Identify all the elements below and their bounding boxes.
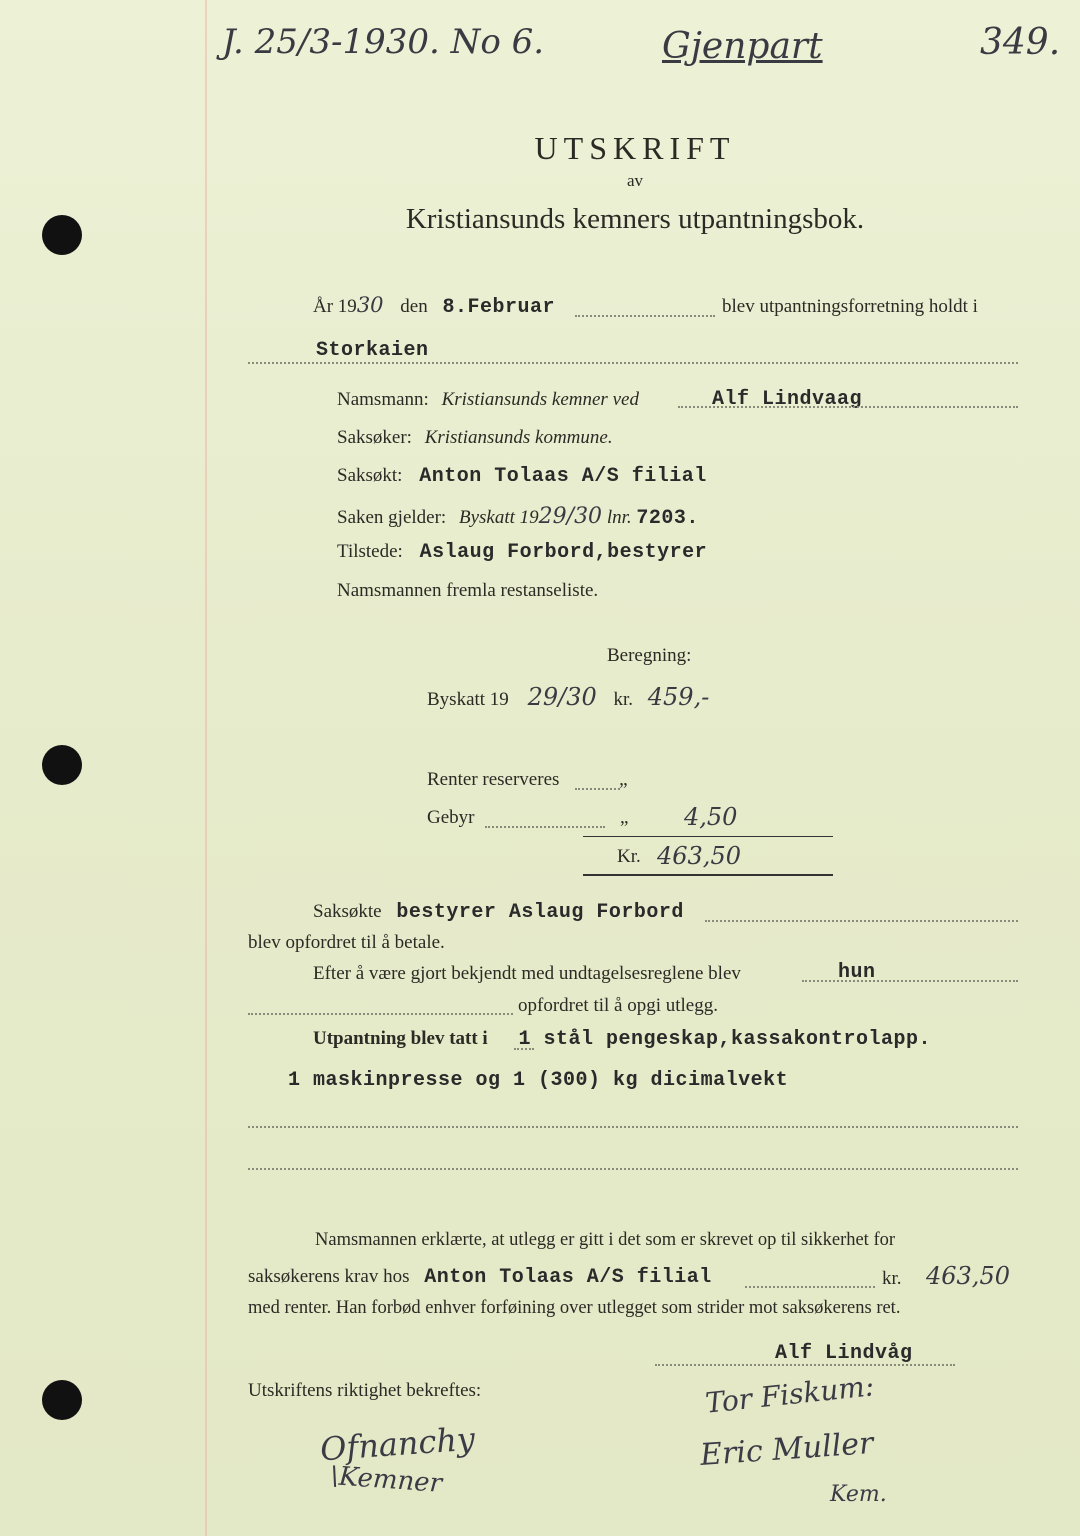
saken-label: Saken gjelder:	[337, 507, 447, 528]
efter-value: hun	[838, 961, 876, 984]
saken-year: 29/30	[538, 504, 603, 529]
signature-right-line-1: Tor Fiskum:	[703, 1369, 876, 1420]
dotted-leader	[248, 362, 1018, 364]
declaration-line-3: med renter. Han forbød enhver forføining over utlegget som strider mot saksøkerens ret.	[248, 1298, 901, 1318]
gebyr-label: Gebyr	[427, 807, 475, 828]
sum-rule	[583, 836, 833, 837]
dotted-leader	[248, 1013, 513, 1015]
year-label: År 19	[313, 296, 357, 317]
declaration-debtor: Anton Tolaas A/S filial	[424, 1266, 712, 1289]
signature-left-title: \Kemner	[329, 1461, 444, 1499]
saken-row	[337, 504, 699, 530]
dotted-leader	[485, 826, 605, 828]
utpantning-label: Utpantning blev tatt i	[313, 1028, 488, 1049]
tilstede-label: Tilstede:	[337, 541, 403, 562]
byskatt-amount: 459,-	[647, 683, 710, 711]
byskatt-label: Byskatt 19	[427, 689, 509, 710]
dotted-leader	[705, 920, 1018, 922]
den-label: den	[400, 296, 428, 317]
dotted-leader	[248, 1126, 1018, 1128]
saksokt-label: Saksøkt:	[337, 465, 403, 486]
byskatt-kr: kr.	[613, 689, 634, 710]
dotted-leader	[745, 1286, 875, 1288]
saksoker-row	[337, 427, 613, 449]
dotted-leader	[575, 315, 715, 317]
signature-left: Ofnanchy	[318, 1419, 477, 1469]
saksokte-label: Saksøkte	[313, 901, 382, 922]
dotted-leader	[802, 980, 1018, 982]
renter-label: Renter reserveres	[427, 769, 560, 790]
dotted-leader	[575, 788, 620, 790]
saksokte-value: bestyrer Aslaug Forbord	[396, 901, 684, 924]
page-number: 349.	[980, 22, 1061, 63]
document-subtitle: Kristiansunds kemners utpantningsbok.	[405, 203, 865, 235]
gebyr-amount: 4,50	[684, 803, 738, 831]
beregning-heading: Beregning:	[607, 645, 692, 666]
utpantning-row	[313, 1028, 931, 1051]
bekreftes-text: Utskriftens riktighet bekreftes:	[248, 1380, 482, 1401]
intro-line	[313, 293, 555, 319]
dotted-leader	[678, 406, 1018, 408]
dotted-leader	[514, 1048, 534, 1050]
namsmann-row	[337, 389, 639, 411]
gebyr-quote: „	[620, 807, 629, 828]
saksokt-row	[337, 465, 707, 488]
title-av: av	[626, 171, 644, 190]
intro-rest: blev utpantningsforretning holdt i	[722, 296, 978, 317]
opgi-text: opfordret til å opgi utlegg.	[518, 995, 718, 1016]
utpantning-line-1: 1 stål pengeskap,kassakontrolapp.	[518, 1028, 932, 1051]
copy-note: Gjenpart	[662, 26, 823, 67]
punch-hole-bottom	[42, 1380, 82, 1420]
namsmann-text: Kristiansunds kemner ved	[441, 389, 639, 410]
reference-note: J. 25/3-1930. No 6.	[222, 22, 545, 62]
signature-right-line-3: Kem.	[830, 1482, 887, 1507]
byskatt-year: 29/30	[527, 683, 597, 711]
fremla-text: Namsmannen fremla restanseliste.	[337, 580, 599, 601]
opfordret-text: blev opfordret til å betale.	[248, 932, 445, 953]
saken-lnr-value: 7203.	[636, 507, 699, 530]
declaration-krav-label: saksøkerens krav hos	[248, 1266, 410, 1287]
total-label: Kr.	[617, 846, 641, 867]
dotted-leader	[655, 1364, 955, 1366]
saksoker-value: Kristiansunds kommune.	[424, 427, 613, 448]
saksokte-row	[313, 901, 684, 924]
byskatt-row	[427, 683, 709, 711]
punch-hole-middle	[42, 745, 82, 785]
document-title: UTSKRIFT	[534, 130, 736, 166]
tilstede-row	[337, 541, 707, 564]
namsmann-value: Alf Lindvaag	[712, 388, 863, 411]
saksokt-value: Anton Tolaas A/S filial	[419, 465, 707, 488]
tilstede-value: Aslaug Forbord,bestyrer	[419, 541, 708, 564]
total-amount: 463,50	[657, 842, 741, 870]
declaration-line-1: Namsmannen erklærte, at utlegg er gitt i det som er skrevet op til sikkerhet for	[315, 1230, 896, 1250]
saksoker-label: Saksøker:	[337, 427, 412, 448]
year-suffix: 30	[356, 293, 384, 317]
utpantning-line-2: 1 maskinpresse og 1 (300) kg dicimalvekt	[288, 1069, 789, 1092]
declaration-line-2	[248, 1266, 712, 1289]
efter-text: Efter å være gjort bekjendt med undtagelsesreglene blev	[313, 963, 741, 984]
declaration-amount: 463,50	[926, 1262, 1010, 1290]
declaration-kr: kr.	[882, 1268, 902, 1289]
date-value: 8.Februar	[442, 296, 556, 319]
saken-text: Byskatt 19	[458, 507, 539, 528]
total-rule	[583, 874, 833, 876]
place-value: Storkaien	[316, 339, 429, 362]
dotted-leader	[248, 1168, 1018, 1170]
namsmann-label: Namsmann:	[337, 389, 429, 410]
renter-quote: „	[619, 769, 628, 790]
namsmann-signature: Alf Lindvåg	[775, 1342, 913, 1365]
saken-lnr-label: lnr.	[606, 507, 632, 528]
signature-right-line-2: Eric Muller	[698, 1425, 875, 1474]
